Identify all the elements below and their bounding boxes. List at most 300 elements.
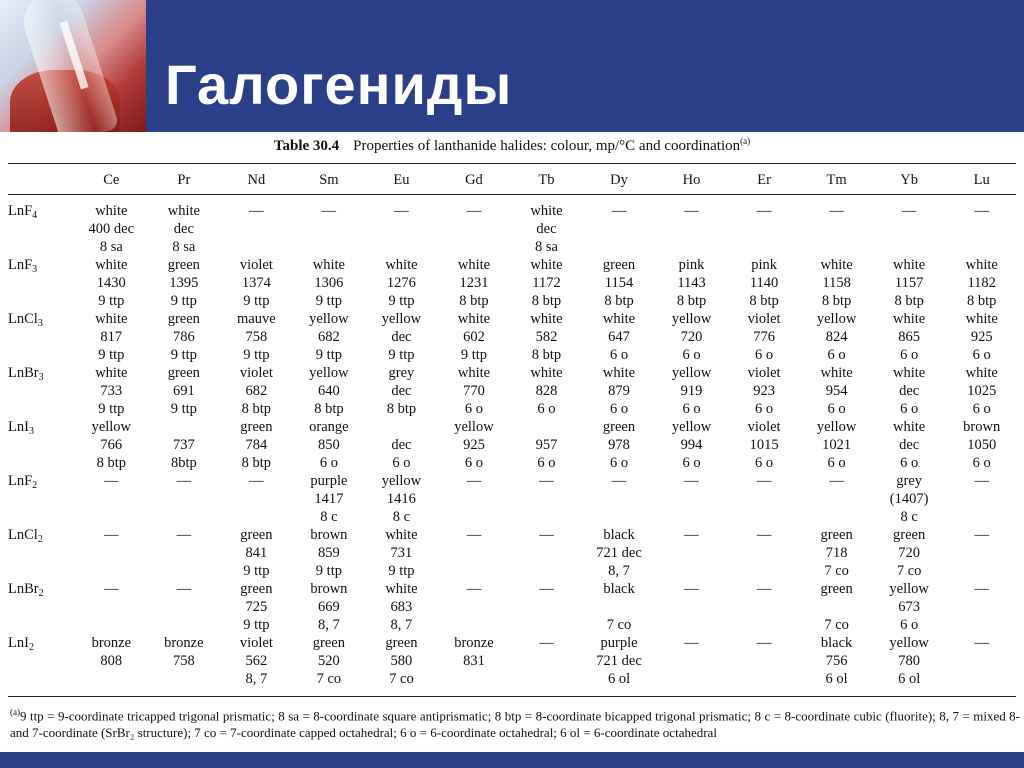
table-cell: bronze	[164, 635, 204, 651]
formula-base: LnF	[8, 257, 33, 273]
table-cell: —	[974, 473, 989, 489]
table-cell: 9 ttp	[388, 293, 415, 309]
table-cell: 7 co	[316, 671, 342, 687]
table-row	[6, 544, 1018, 562]
table-cell	[945, 508, 1018, 526]
column-header: Lu	[973, 171, 990, 188]
table-cell: 1140	[749, 275, 779, 291]
table-cell: 8, 7	[608, 563, 630, 579]
table-cell: —	[611, 473, 627, 489]
table-cell: 9 ttp	[315, 347, 342, 363]
table-cell: dec	[899, 383, 920, 399]
table-cell: violet	[239, 365, 273, 381]
table-cell: 9 ttp	[243, 347, 270, 363]
table-cell: —	[684, 635, 699, 651]
table-cell: green	[820, 581, 853, 597]
table-cell: 1154	[604, 275, 634, 291]
table-cell: —	[104, 581, 119, 597]
column-header: Ho	[682, 171, 701, 188]
table-cell: 682	[245, 383, 268, 399]
table-cell: brown	[963, 419, 1001, 435]
table-cell	[365, 220, 438, 238]
table-cell: 9 ttp	[243, 563, 270, 579]
table-cell: 1276	[386, 275, 416, 291]
table-cell: 6 o	[972, 401, 991, 417]
table-cell	[728, 508, 801, 526]
table-cell	[945, 670, 1018, 688]
table-cell: white	[95, 203, 128, 219]
table-cell: white	[530, 365, 563, 381]
flask-photo	[0, 0, 146, 132]
table-cell: yellow	[816, 419, 857, 435]
table-cell	[365, 418, 438, 436]
table-cell: —	[249, 203, 264, 219]
table-cell: 669	[318, 599, 340, 615]
row-label-blank	[6, 598, 75, 616]
table-cell: 721 dec	[596, 545, 642, 561]
table-cell: 7 co	[896, 563, 922, 579]
table-cell: white	[965, 257, 998, 273]
table-cell: 720	[898, 545, 921, 561]
table-cell	[873, 220, 946, 238]
table-cell	[438, 670, 511, 688]
table-caption	[0, 136, 1024, 155]
table-cell	[75, 490, 148, 508]
table-cell: white	[95, 365, 128, 381]
table-cell: 8 sa	[535, 239, 558, 255]
table-cell: 6 o	[972, 455, 991, 471]
row-label-blank	[6, 454, 75, 472]
table-cell	[945, 220, 1018, 238]
table-cell: brown	[310, 527, 348, 543]
table-row	[6, 400, 1018, 418]
table-cell	[655, 220, 728, 238]
column-header: Dy	[610, 171, 628, 188]
table-cell: 8 btp	[459, 293, 489, 309]
formula-base: LnBr	[8, 365, 39, 381]
table-row	[6, 418, 1018, 436]
table-body	[6, 194, 1018, 688]
table-cell: 602	[463, 329, 485, 345]
table-cell: grey	[388, 365, 415, 381]
table-cell: bronze	[91, 635, 132, 651]
row-label-blank	[6, 652, 75, 670]
table-cell	[510, 508, 583, 526]
table-cell: 9 ttp	[243, 617, 270, 633]
table-cell: —	[756, 203, 772, 219]
table-cell	[220, 238, 293, 256]
table-cell: white	[893, 365, 926, 381]
table-cell: green	[167, 365, 200, 381]
row-label-blank	[6, 436, 75, 454]
table-cell: 925	[463, 437, 485, 453]
table-cell: 8 btp	[531, 293, 562, 309]
table-cell	[75, 544, 148, 562]
table-cell: bronze	[454, 635, 494, 651]
table-cell: dec	[899, 437, 920, 453]
table-cell	[75, 508, 148, 526]
table-cell: —	[394, 203, 409, 219]
table-row	[6, 508, 1018, 526]
table-caption-text: Properties of lanthanide halides: colour, mp/°C and coordination	[353, 138, 741, 154]
table-cell: 1025	[967, 383, 997, 399]
table-cell: 9 ttp	[170, 347, 197, 363]
formula-subscript: 3	[32, 264, 38, 275]
table-cell: 6 o	[755, 347, 774, 363]
table-cell: 8 btp	[604, 293, 634, 309]
table-cell	[293, 238, 366, 256]
row-label-blank	[6, 346, 75, 364]
table-cell: —	[466, 203, 482, 219]
table-row	[6, 238, 1018, 256]
table-cell: white	[602, 365, 636, 381]
table-cell: 6 o	[537, 455, 556, 471]
formula-base: LnI	[8, 635, 29, 651]
table-cell	[728, 598, 801, 616]
table-cell: 8 btp	[241, 401, 272, 417]
lanthanide-halides-table	[6, 166, 1018, 688]
table-cell: 758	[172, 653, 195, 669]
table-cell: 6 ol	[898, 671, 921, 687]
table-cell: 6 o	[464, 401, 484, 417]
table-cell: black	[820, 635, 853, 651]
table-cell: 6 ol	[607, 671, 631, 687]
column-header: Er	[757, 171, 771, 188]
table-cell: —	[974, 635, 989, 651]
table-cell	[510, 598, 583, 616]
table-row	[6, 490, 1018, 508]
table-cell: —	[611, 203, 627, 219]
table-cell	[655, 544, 728, 562]
table-row	[6, 436, 1018, 454]
table-cell: white	[457, 257, 491, 273]
table-cell: green	[820, 527, 853, 543]
table-cell: 733	[100, 383, 123, 399]
table-cell: 780	[898, 653, 921, 669]
table-cell: white	[820, 365, 853, 381]
table-cell	[800, 220, 873, 238]
formula-subscript: 4	[32, 210, 38, 221]
table-cell: 828	[535, 383, 558, 399]
table-cell: 580	[390, 653, 413, 669]
table-cell: 817	[100, 329, 123, 345]
table-cell: brown	[310, 581, 348, 597]
slide-title: Галогениды	[165, 53, 513, 116]
table-row	[6, 274, 1018, 292]
table-cell: 9 ttp	[388, 563, 415, 579]
table-cell: 6 o	[609, 347, 629, 363]
table-cell: pink	[678, 257, 705, 273]
table-row	[6, 472, 1018, 490]
table-cell: green	[385, 635, 418, 651]
table-cell	[438, 544, 511, 562]
table-cell	[510, 616, 583, 634]
table-cell: 6 o	[827, 401, 846, 417]
table-cell: white	[530, 257, 563, 273]
table-cell: —	[974, 527, 989, 543]
table-cell: dec	[536, 221, 557, 237]
table-cell	[945, 238, 1018, 256]
table-cell: —	[684, 203, 699, 219]
table-cell: 831	[463, 653, 485, 669]
table-cell: 6 o	[900, 347, 919, 363]
table-cell	[365, 238, 438, 256]
table-cell: mauve	[237, 311, 276, 327]
table-cell	[510, 418, 583, 436]
table-cell: —	[756, 635, 772, 651]
table-cell	[583, 508, 656, 526]
table-cell: 683	[390, 599, 413, 615]
table-cell: 6 o	[464, 455, 484, 471]
table-cell	[75, 562, 148, 580]
row-label-blank	[6, 670, 75, 688]
formula-subscript: 3	[28, 426, 34, 437]
table-cell: 6 o	[755, 401, 774, 417]
table-cell: yellow	[91, 419, 132, 435]
table-cell: 582	[535, 329, 558, 345]
table-cell: 9 ttp	[315, 293, 342, 309]
table-cell	[148, 562, 221, 580]
table-cell: 776	[753, 329, 775, 345]
table-row	[6, 562, 1018, 580]
table-cell	[655, 652, 728, 670]
table-cell: white	[385, 527, 418, 543]
table-cell: violet	[747, 311, 781, 327]
table-cell: 6 o	[609, 401, 629, 417]
table-cell: 8, 7	[318, 617, 340, 633]
table-cell	[873, 238, 946, 256]
header-blank	[6, 166, 75, 194]
table-cell: 954	[825, 383, 848, 399]
table-cell: —	[539, 635, 554, 651]
table-cell: green	[602, 257, 636, 273]
table-cell: white	[893, 257, 926, 273]
table-cell	[75, 670, 148, 688]
table-cell: purple	[600, 635, 638, 651]
table-cell: 7 co	[389, 671, 414, 687]
table-cell: 1050	[967, 437, 997, 453]
halide-formula	[6, 256, 75, 274]
table-cell: green	[893, 527, 926, 543]
footnote-mark: (a)	[10, 707, 20, 717]
table-cell: 8, 7	[390, 617, 413, 633]
table-cell: 9 ttp	[315, 563, 342, 579]
table-cell: white	[602, 311, 636, 327]
table-cell: 8 c	[900, 509, 918, 525]
table-row	[6, 328, 1018, 346]
table-cell: 8, 7	[245, 671, 268, 687]
table-cell: 718	[825, 545, 848, 561]
table-cell: purple	[310, 473, 348, 489]
table-cell: white	[820, 257, 853, 273]
table-row	[6, 364, 1018, 382]
table-row	[6, 670, 1018, 688]
table-cell	[75, 616, 148, 634]
table-cell	[945, 562, 1018, 580]
table-cell	[655, 616, 728, 634]
table-cell: —	[466, 473, 482, 489]
table-cell: 6 ol	[825, 671, 848, 687]
table-cell: 1015	[749, 437, 779, 453]
table-cell: 6 o	[827, 347, 846, 363]
table-cell: 6 o	[319, 455, 338, 471]
table-cell: —	[756, 527, 772, 543]
formula-base: LnF	[8, 203, 33, 219]
table-cell: 9 ttp	[170, 401, 197, 417]
table-cell: 865	[898, 329, 921, 345]
table-cell: 919	[680, 383, 703, 399]
table-cell: grey	[896, 473, 923, 489]
table-cell	[655, 562, 728, 580]
table-cell: —	[829, 473, 844, 489]
table-cell: 994	[680, 437, 703, 453]
table-row	[6, 616, 1018, 634]
table-cell: green	[167, 311, 200, 327]
table-cell	[148, 490, 221, 508]
table-cell: 721 dec	[596, 653, 642, 669]
table-cell: green	[312, 635, 345, 651]
table-bottom-rule	[8, 696, 1016, 697]
table-cell: 8btp	[170, 455, 197, 471]
formula-subscript: 2	[38, 588, 44, 599]
table-cell: 725	[245, 599, 268, 615]
table-cell	[75, 598, 148, 616]
table-header-row	[6, 166, 1018, 194]
table-cell: 691	[172, 383, 195, 399]
halide-formula	[6, 634, 75, 652]
table-cell	[728, 544, 801, 562]
table-cell: —	[176, 527, 192, 543]
table-cell: pink	[751, 257, 777, 273]
table-cell	[945, 616, 1018, 634]
table-cell: 9 ttp	[98, 401, 125, 417]
table-cell: (1407)	[889, 491, 929, 507]
table-cell: —	[539, 581, 554, 597]
formula-subscript: 2	[37, 534, 43, 545]
table-cell: white	[893, 311, 926, 327]
table-cell: 8 sa	[172, 239, 196, 255]
table-cell: 824	[825, 329, 848, 345]
table-cell	[583, 238, 656, 256]
table-row	[6, 454, 1018, 472]
table-cell: 859	[318, 545, 340, 561]
halide-formula	[6, 472, 75, 490]
table-cell: 879	[608, 383, 630, 399]
table-cell: white	[965, 365, 998, 381]
column-header: Tm	[826, 171, 847, 188]
table-cell: 1021	[822, 437, 852, 453]
table-cell: —	[466, 527, 482, 543]
table-cell	[800, 238, 873, 256]
formula-subscript: 3	[37, 318, 43, 329]
table-cell: dec	[173, 221, 194, 237]
table-cell	[220, 508, 293, 526]
row-label-blank	[6, 562, 75, 580]
table-cell: 6 o	[900, 455, 919, 471]
table-cell: —	[684, 581, 699, 597]
table-row	[6, 202, 1018, 220]
table-cell	[220, 490, 293, 508]
table-cell: —	[829, 203, 844, 219]
halide-formula	[6, 418, 75, 436]
table-cell: 8 btp	[676, 293, 707, 309]
table-cell: 640	[318, 383, 340, 399]
table-cell	[148, 598, 221, 616]
table-cell	[583, 598, 656, 616]
table-cell: 850	[318, 437, 340, 453]
table-cell	[800, 598, 873, 616]
table-row	[6, 346, 1018, 364]
table-cell	[728, 238, 801, 256]
table-cell: 8 c	[320, 509, 338, 525]
table-cell: yellow	[671, 365, 712, 381]
table-cell: 1374	[241, 275, 271, 291]
table-cell: 1395	[169, 275, 199, 291]
table-top-rule	[8, 163, 1016, 164]
table-cell: 6 o	[972, 347, 991, 363]
footnote-text: 9 ttp = 9-coordinate tricapped trigonal prismatic; 8 sa = 8-coordinate square antiprismatic; 8 btp = 8-coordinate bicapped trigonal prismatic; 8 c = 8-coordinate cubic (fluorite); 8, 7 = mixed 8- and 7-coordinate (SrBr₂ structure); 7 co = 7-coordinate capped octahedral; 6 o = 6-coordinate octahedral; 6 ol = 6-coordinate octahedral	[10, 708, 1020, 741]
table-cell: yellow	[381, 311, 422, 327]
table-cell	[945, 598, 1018, 616]
table-cell: violet	[747, 365, 781, 381]
table-cell: white	[385, 257, 418, 273]
table-cell	[583, 220, 656, 238]
table-cell: violet	[239, 635, 273, 651]
table-cell: yellow	[309, 365, 349, 381]
table-cell: —	[539, 473, 554, 489]
table-cell: orange	[309, 419, 349, 435]
table-cell: 6 o	[900, 617, 919, 633]
table-cell	[655, 670, 728, 688]
table-cell	[945, 652, 1018, 670]
table-number: Table 30.4	[273, 138, 340, 154]
table-cell: 562	[245, 653, 268, 669]
formula-base: LnCl	[8, 311, 38, 327]
table-cell: white	[530, 203, 563, 219]
column-header: Nd	[247, 171, 266, 188]
column-header: Tb	[538, 171, 555, 188]
table-cell: —	[974, 581, 989, 597]
table-cell: —	[756, 473, 772, 489]
table-caption-note: (a)	[740, 136, 751, 146]
table-cell: —	[684, 527, 699, 543]
table-cell: 786	[172, 329, 195, 345]
row-label-blank	[6, 382, 75, 400]
table-cell	[510, 670, 583, 688]
halide-formula	[6, 310, 75, 328]
table-row	[6, 652, 1018, 670]
table-cell: white	[457, 365, 491, 381]
column-header: Sm	[319, 171, 339, 188]
table-cell: 6 o	[755, 455, 774, 471]
table-cell: yellow	[671, 311, 712, 327]
table-row	[6, 382, 1018, 400]
row-label-blank	[6, 328, 75, 346]
table-cell: 925	[970, 329, 993, 345]
table-cell: violet	[239, 257, 273, 273]
table-row	[6, 580, 1018, 598]
formula-base: LnI	[8, 419, 29, 435]
table-cell	[148, 544, 221, 562]
table-cell: yellow	[816, 311, 857, 327]
table-cell: —	[466, 581, 482, 597]
table-cell: 758	[245, 329, 268, 345]
table-cell	[655, 508, 728, 526]
table-cell: 8 btp	[314, 401, 344, 417]
halide-formula	[6, 580, 75, 598]
table-cell: green	[240, 419, 273, 435]
table-cell: 673	[898, 599, 921, 615]
